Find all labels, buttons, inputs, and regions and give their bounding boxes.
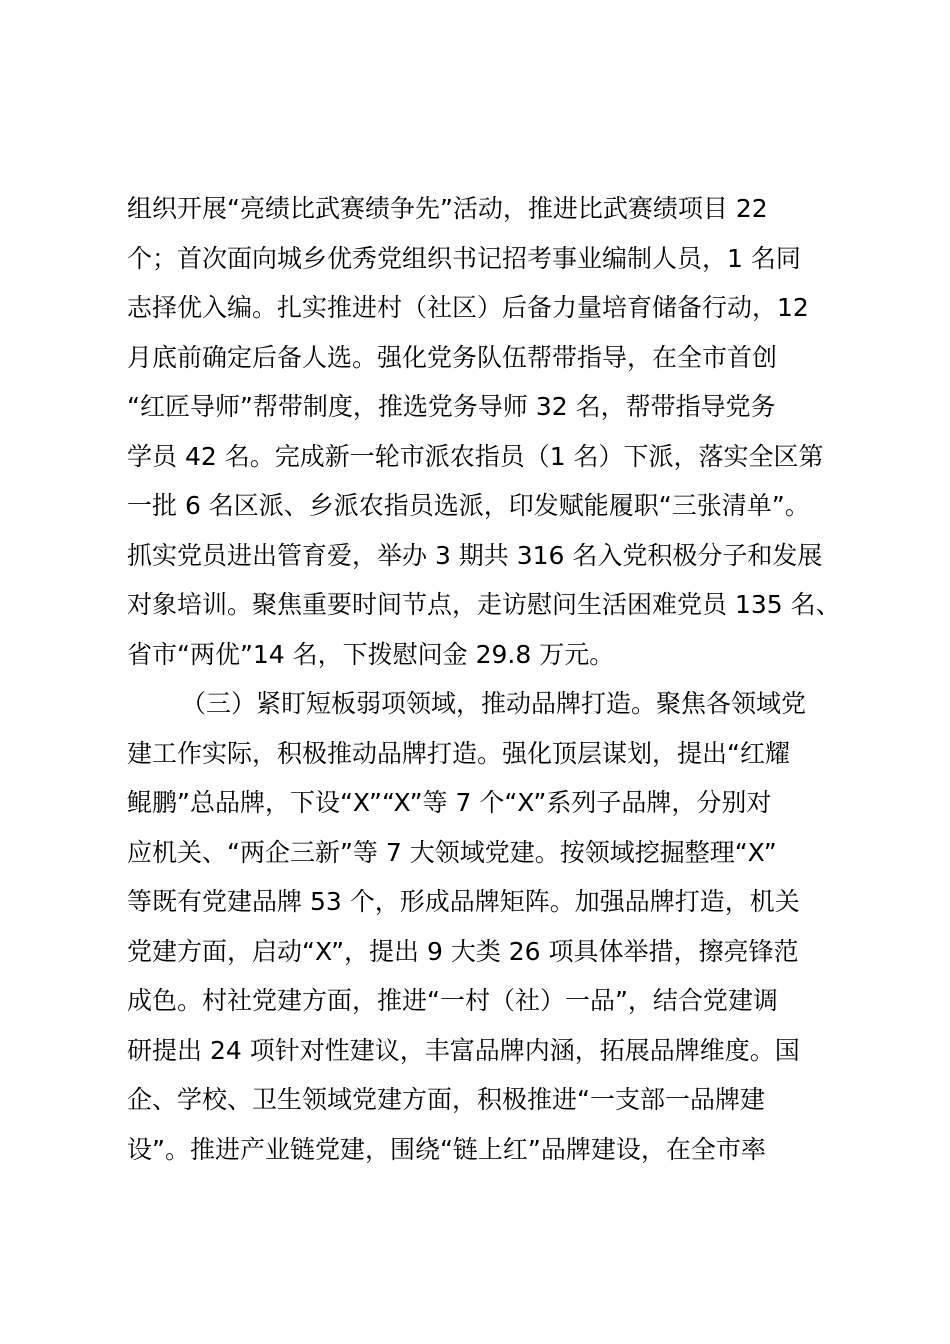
text-line: 设”。推进产业链党建，围绕“链上红”品牌建设，在全市率: [127, 1134, 766, 1164]
text-line: 学员 42 名。完成新一轮市派农指员（1 名）下派，落实全区第: [127, 441, 824, 471]
text-line: 应机关、“两企三新”等 7 大领域党建。按领域挖掘整理“X”: [127, 837, 777, 867]
text-line: 抓实党员进出管育爱，举办 3 期共 316 名入党积极分子和发展: [127, 540, 823, 570]
text-line: 志择优入编。扎实推进村（社区）后备力量培育储备行动，12: [127, 293, 809, 322]
section-heading-line: （三）紧盯短板弱项领域，推动品牌打造。聚焦各领域党: [181, 689, 807, 718]
text-line: 一批 6 名区派、乡派农指员选派，印发赋能履职“三张清单”。: [127, 491, 810, 520]
text-line: “红匠导师”帮带制度，推选党务导师 32 名，帮带指导党务: [127, 392, 776, 421]
text-line: 成色。村社党建方面，推进“一村（社）一品”，结合党建调: [127, 986, 778, 1015]
text-line: 企、学校、卫生领域党建方面，积极推进“一支部一品牌建: [127, 1085, 765, 1114]
text-line: 省市“两优”14 名，下拨慰问金 29.8 万元。: [127, 639, 615, 669]
text-line: 个；首次面向城乡优秀党组织书记招考事业编制人员，1 名同: [127, 243, 801, 273]
body-text: [127, 184, 847, 1174]
text-line: 对象培训。聚焦重要时间节点，走访慰问生活困难党员 135 名、: [127, 590, 841, 619]
text-line: 等既有党建品牌 53 个，形成品牌矩阵。加强品牌打造，机关: [127, 887, 800, 916]
text-line: 组织开展“亮绩比武赛绩争先”活动，推进比武赛绩项目 22: [127, 194, 768, 223]
text-line: 鲲鹏”总品牌，下设“X”“X”等 7 个“X”系列子品牌，分别对: [127, 788, 772, 817]
text-line: 党建方面，启动“X”，提出 9 大类 26 项具体举措，擦亮锋范: [127, 936, 799, 966]
text-line: 研提出 24 项针对性建议，丰富品牌内涵，拓展品牌维度。国: [127, 1035, 800, 1065]
text-line: 建工作实际，积极推动品牌打造。强化顶层谋划，提出“红耀: [127, 738, 790, 768]
text-line: 月底前确定后备人选。强化党务队伍帮带指导，在全市首创: [127, 342, 778, 372]
